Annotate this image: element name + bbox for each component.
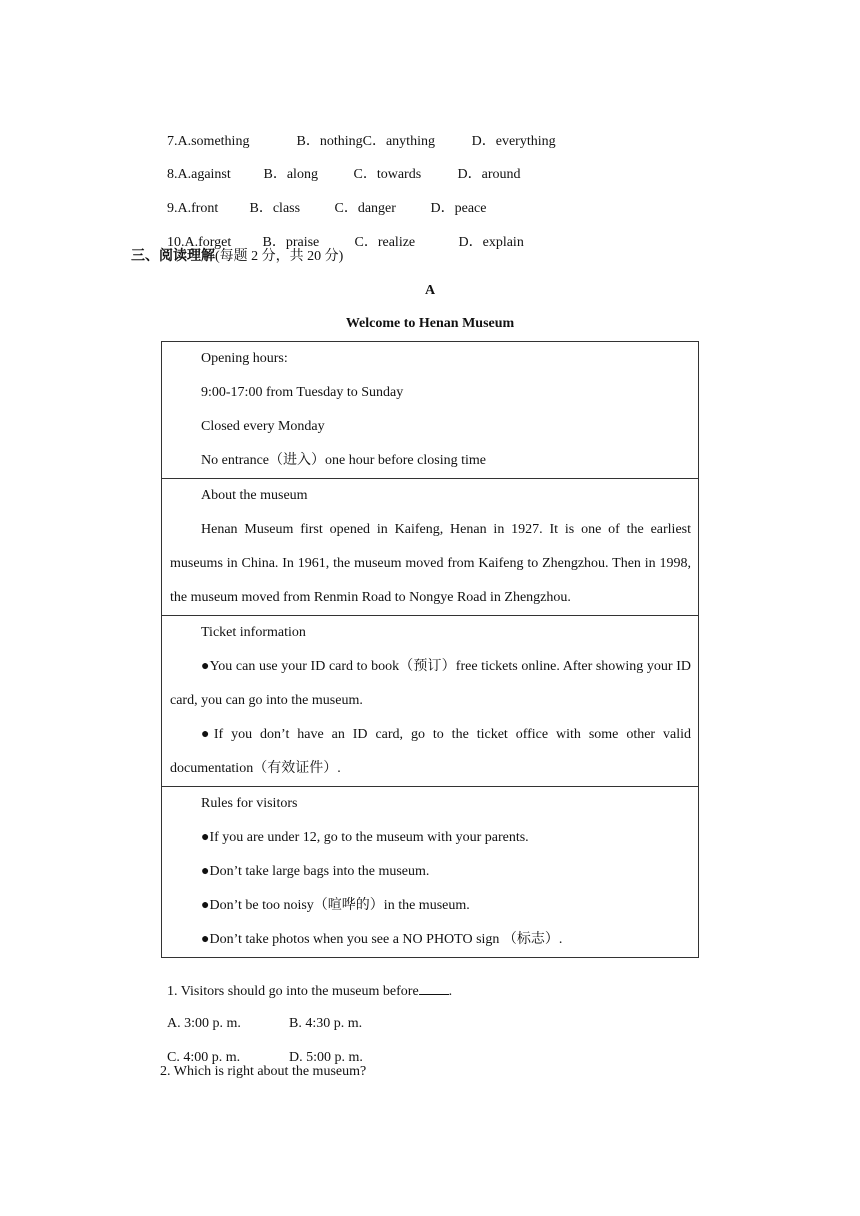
answer-option-c: C. 4:00 p. m. bbox=[167, 1050, 241, 1065]
ticket-heading: Ticket information bbox=[201, 625, 306, 640]
about-museum-section bbox=[162, 479, 699, 616]
option-d: D．around bbox=[457, 167, 521, 182]
answer-option-a: A. 3:00 p. m. bbox=[167, 1016, 241, 1031]
option-c: C．anything bbox=[362, 134, 435, 149]
about-heading: About the museum bbox=[201, 488, 308, 503]
option-c: C．danger bbox=[334, 201, 396, 216]
option-b: B．class bbox=[249, 201, 301, 216]
rule-bullet: ●Don’t take large bags into the museum. bbox=[201, 864, 430, 879]
option-d: D．explain bbox=[458, 235, 524, 250]
rule-bullet: ●If you are under 12, go to the museum with your parents. bbox=[201, 830, 529, 845]
answer-blank bbox=[419, 980, 449, 995]
answer-option-b: B. 4:30 p. m. bbox=[289, 1016, 363, 1031]
option-number: 7. bbox=[167, 134, 178, 149]
visitor-rules-section bbox=[162, 787, 699, 958]
rules-heading: Rules for visitors bbox=[201, 796, 298, 811]
museum-notice-table bbox=[161, 341, 699, 958]
option-b: B．nothing bbox=[296, 134, 363, 149]
option-c: C．realize bbox=[354, 235, 416, 250]
no-entrance-line: No entrance（进入）one hour before closing time bbox=[201, 453, 486, 468]
option-a: A.something bbox=[177, 134, 250, 149]
passage-title: Welcome to Henan Museum bbox=[345, 316, 515, 331]
section-title: 三、阅读理解 bbox=[131, 249, 215, 264]
opening-hours-line: 9:00-17:00 from Tuesday to Sunday bbox=[201, 385, 404, 400]
option-number: 10. bbox=[167, 235, 185, 250]
section-heading bbox=[131, 247, 343, 267]
option-number: 9. bbox=[167, 201, 178, 216]
option-number: 8. bbox=[167, 167, 178, 182]
rule-bullet: ●Don’t be too noisy（喧哗的）in the museum. bbox=[201, 898, 470, 913]
question-stem-end: . bbox=[448, 984, 453, 999]
option-a: A.forget bbox=[184, 235, 232, 250]
closed-day-line: Closed every Monday bbox=[201, 419, 325, 434]
option-c: C．towards bbox=[353, 167, 422, 182]
option-d: D．peace bbox=[430, 201, 487, 216]
option-b: B．along bbox=[263, 167, 318, 182]
option-d: D．everything bbox=[471, 134, 556, 149]
passage-letter: A bbox=[424, 283, 436, 298]
section-note: (每题 2 分，共 20 分) bbox=[215, 249, 344, 264]
option-a: A.against bbox=[177, 167, 231, 182]
question-2: 2. Which is right about the museum? bbox=[160, 1064, 367, 1079]
opening-hours-heading: Opening hours: bbox=[201, 351, 288, 366]
ticket-bullet: ●You can use your ID card to book（预订）free tickets online. After showing your ID card, you can go into the museum. bbox=[170, 659, 691, 708]
rule-bullet: ●Don’t take photos when you see a NO PHOTO sign （标志）. bbox=[201, 932, 563, 947]
ticket-bullet: ●If you don’t have an ID card, go to the ticket office with some other valid documentation（有效证件）. bbox=[170, 727, 691, 776]
opening-hours-section bbox=[162, 342, 699, 479]
option-a: A.front bbox=[177, 201, 219, 216]
answer-option-d: D. 5:00 p. m. bbox=[289, 1050, 363, 1065]
question-stem: 1. Visitors should go into the museum before bbox=[167, 984, 419, 999]
option-b: B．praise bbox=[262, 235, 320, 250]
ticket-info-section bbox=[162, 616, 699, 787]
about-text: Henan Museum first opened in Kaifeng, Henan in 1927. It is one of the earliest museums in China. In 1961, the museum moved from Kaifeng to Zhengzhou. Then in 1998, the museum moved from Renmin Road to Nongye Road in Zhengzhou. bbox=[170, 522, 691, 605]
